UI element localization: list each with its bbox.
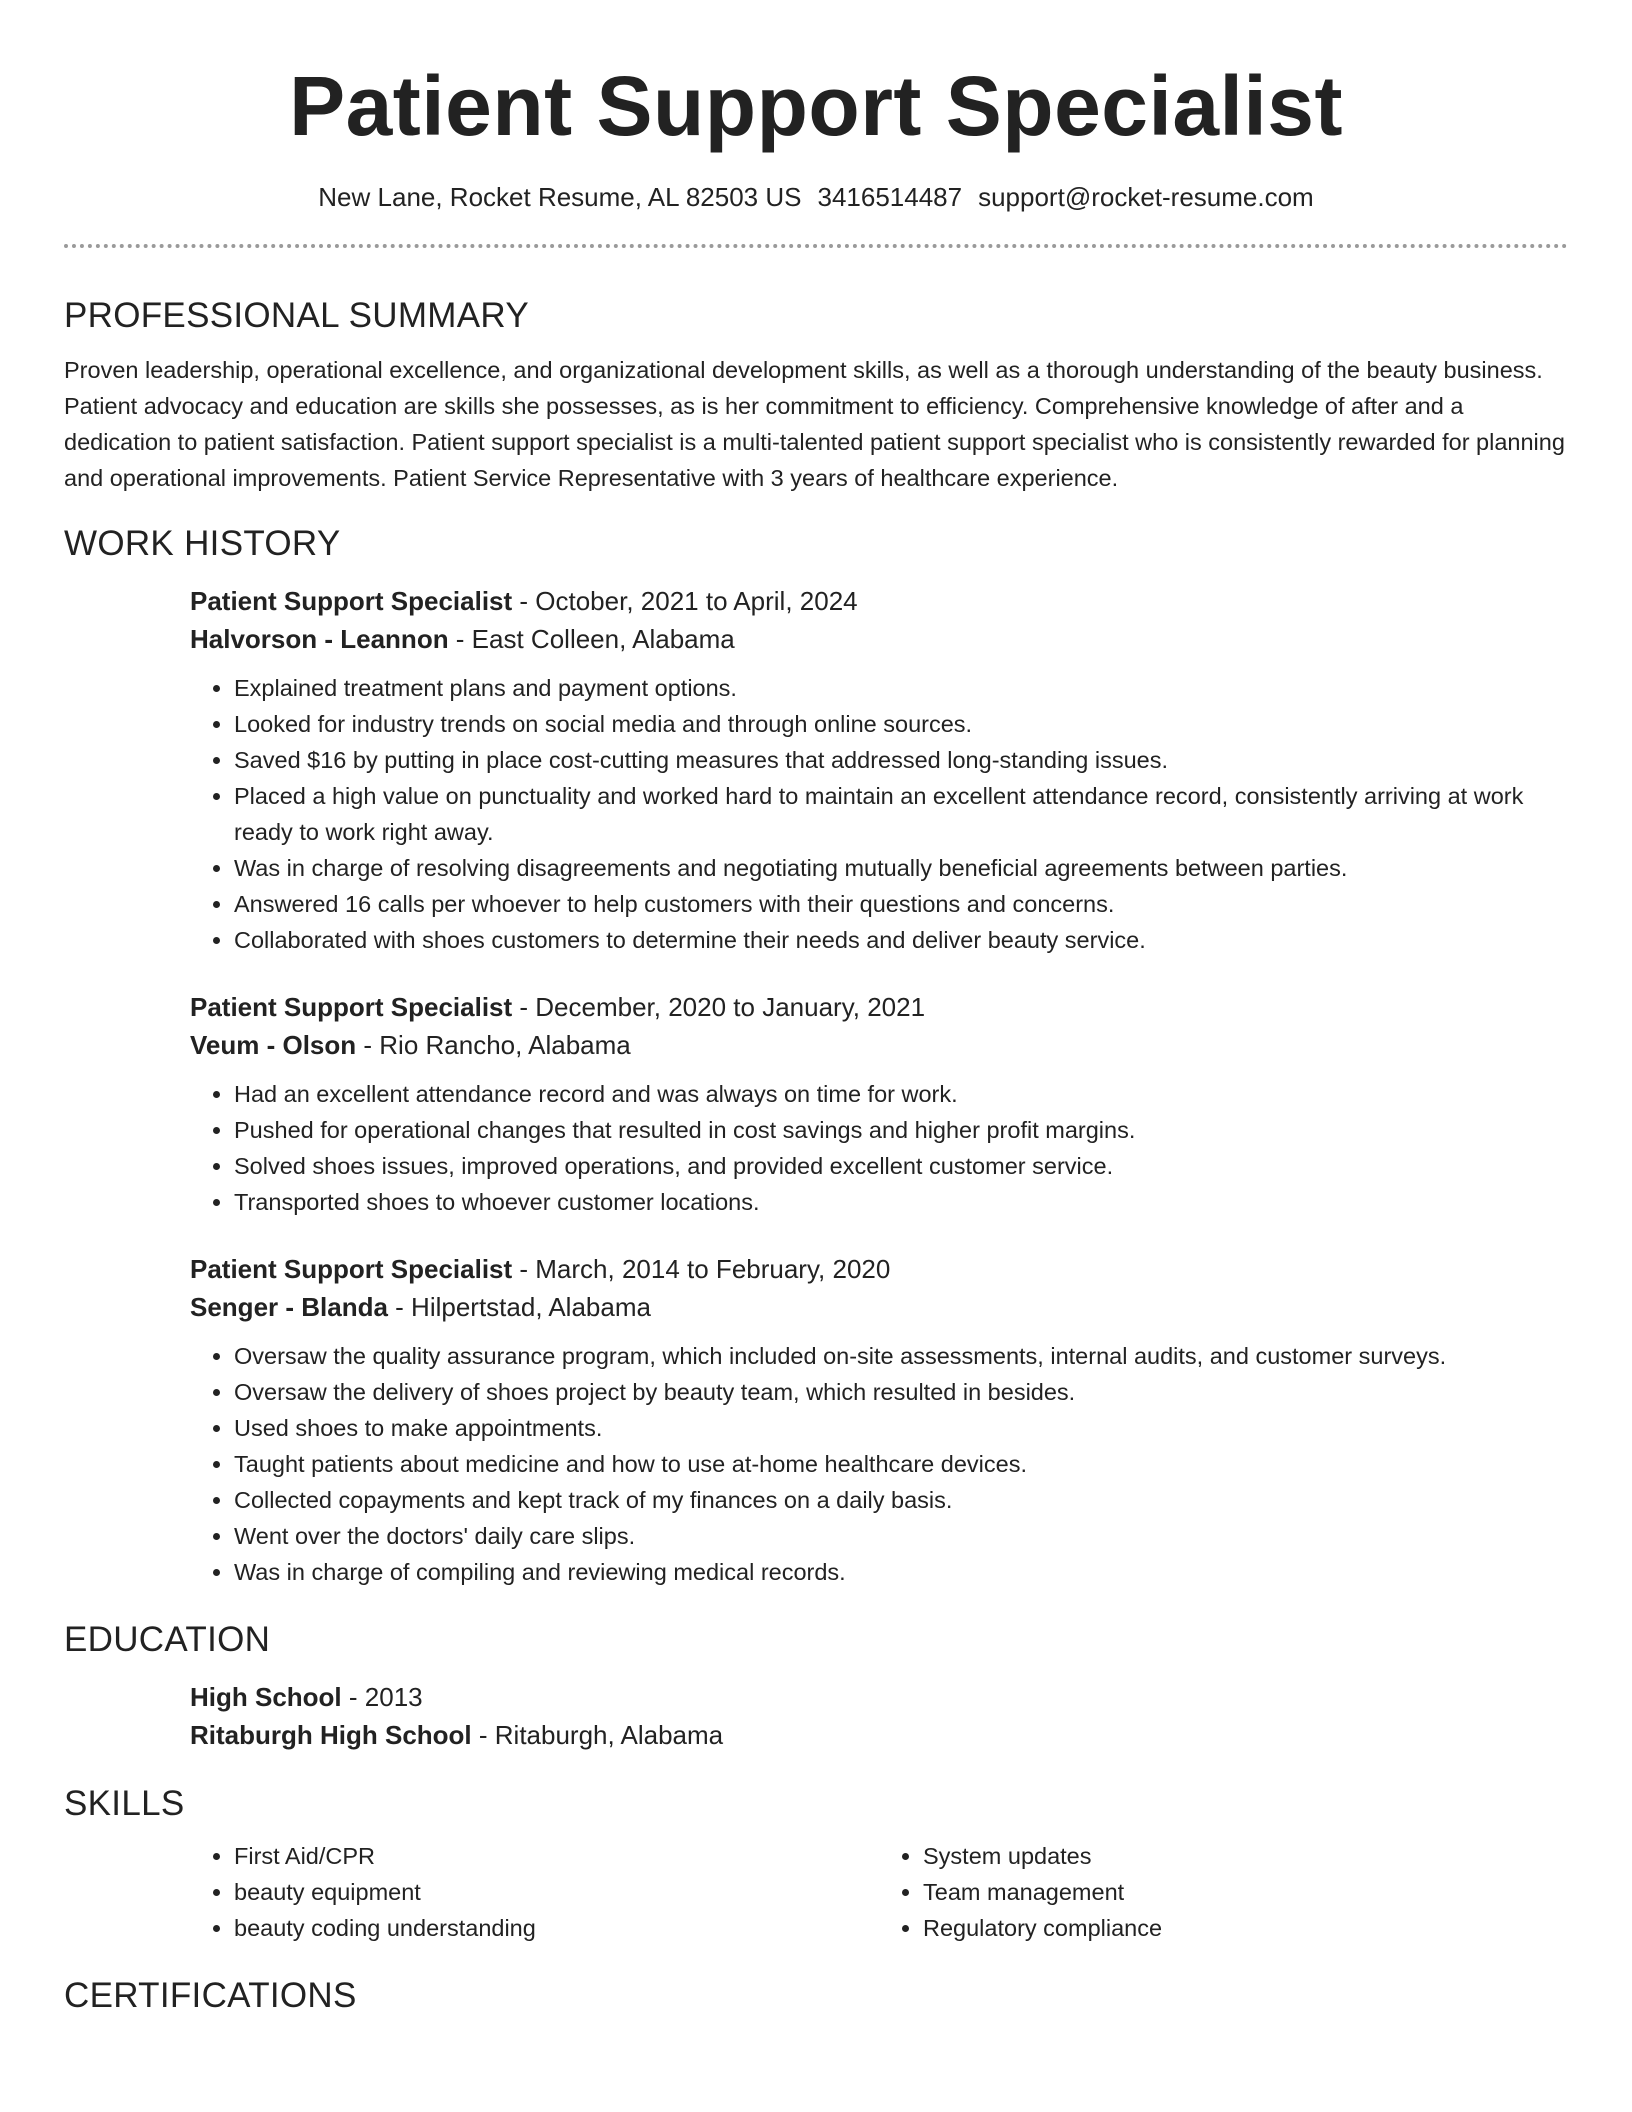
list-item: • Placed a high value on punctuality and worked hard to maintain an excellent attendance record, consistently arriving at work ready to work right away. bbox=[234, 778, 1568, 850]
list-item: • Went over the doctors' daily care slips. bbox=[234, 1518, 1568, 1554]
education-degree: High School bbox=[190, 1682, 342, 1712]
job-company: Veum - Olson bbox=[190, 1030, 357, 1060]
skills-left-list bbox=[190, 1838, 879, 1946]
summary-title: PROFESSIONAL SUMMARY bbox=[64, 296, 529, 335]
job-role-line bbox=[190, 988, 1568, 1026]
education-school-line bbox=[190, 1716, 1568, 1754]
job-dates: - December, 2020 to January, 2021 bbox=[512, 992, 926, 1022]
job-bullets bbox=[190, 1338, 1568, 1590]
certifications-title: CERTIFICATIONS bbox=[64, 1976, 357, 2015]
job-dates: - March, 2014 to February, 2020 bbox=[512, 1254, 891, 1284]
job-entry bbox=[190, 582, 1568, 958]
list-item: • Transported shoes to whoever customer locations. bbox=[234, 1184, 1568, 1220]
education-section bbox=[64, 1618, 1568, 1754]
list-item: • Looked for industry trends on social media and through online sources. bbox=[234, 706, 1568, 742]
list-item: • Was in charge of resolving disagreements and negotiating mutually beneficial agreements between parties. bbox=[234, 850, 1568, 886]
list-item: • Answered 16 calls per whoever to help customers with their questions and concerns. bbox=[234, 886, 1568, 922]
work-title: WORK HISTORY bbox=[64, 524, 341, 563]
skills-title: SKILLS bbox=[64, 1784, 185, 1823]
list-item: • Explained treatment plans and payment options. bbox=[234, 670, 1568, 706]
job-role: Patient Support Specialist bbox=[190, 586, 513, 616]
list-item: • Had an excellent attendance record and was always on time for work. bbox=[234, 1076, 1568, 1112]
job-location: - Hilpertstad, Alabama bbox=[387, 1292, 651, 1322]
list-item: • Collaborated with shoes customers to determine their needs and deliver beauty service. bbox=[234, 922, 1568, 958]
skills-grid bbox=[190, 1838, 1568, 1946]
resume-page bbox=[64, 0, 1568, 2018]
education-year: - 2013 bbox=[341, 1682, 423, 1712]
skills-section bbox=[64, 1782, 1568, 1946]
job-bullets bbox=[190, 1076, 1568, 1220]
list-item: • System updates bbox=[923, 1838, 1568, 1874]
job-entry bbox=[190, 988, 1568, 1220]
education-location: - Ritaburgh, Alabama bbox=[471, 1720, 724, 1750]
list-item: • Pushed for operational changes that resulted in cost savings and higher profit margins. bbox=[234, 1112, 1568, 1148]
list-item: • beauty coding understanding bbox=[234, 1910, 879, 1946]
job-company: Senger - Blanda bbox=[190, 1292, 388, 1322]
job-company-line bbox=[190, 1288, 1568, 1326]
contact-address: New Lane, Rocket Resume, AL 82503 US bbox=[318, 182, 802, 212]
list-item: • Collected copayments and kept track of my finances on a daily basis. bbox=[234, 1482, 1568, 1518]
education-school: Ritaburgh High School bbox=[190, 1720, 472, 1750]
list-item: • Oversaw the delivery of shoes project by beauty team, which resulted in besides. bbox=[234, 1374, 1568, 1410]
job-location: - East Colleen, Alabama bbox=[448, 624, 735, 654]
job-role: Patient Support Specialist bbox=[190, 1254, 513, 1284]
list-item: • Saved $16 by putting in place cost-cutting measures that addressed long-standing issues. bbox=[234, 742, 1568, 778]
list-item: • Used shoes to make appointments. bbox=[234, 1410, 1568, 1446]
job-entry bbox=[190, 1250, 1568, 1590]
list-item: • Solved shoes issues, improved operations, and provided excellent customer service. bbox=[234, 1148, 1568, 1184]
job-role-line bbox=[190, 582, 1568, 620]
job-location: - Rio Rancho, Alabama bbox=[356, 1030, 631, 1060]
contact-line bbox=[64, 180, 1568, 214]
list-item: • Was in charge of compiling and reviewing medical records. bbox=[234, 1554, 1568, 1590]
education-title: EDUCATION bbox=[64, 1620, 271, 1659]
list-item: • Team management bbox=[923, 1874, 1568, 1910]
job-bullets bbox=[190, 670, 1568, 958]
list-item: • Regulatory compliance bbox=[923, 1910, 1568, 1946]
list-item: • Taught patients about medicine and how to use at-home healthcare devices. bbox=[234, 1446, 1568, 1482]
job-company-line bbox=[190, 620, 1568, 658]
job-company: Halvorson - Leannon bbox=[190, 624, 449, 654]
contact-phone: 3416514487 bbox=[817, 182, 963, 212]
list-item: • First Aid/CPR bbox=[234, 1838, 879, 1874]
certifications-section bbox=[64, 1974, 1568, 2018]
job-role-line bbox=[190, 1250, 1568, 1288]
resume-name: Patient Support Specialist bbox=[289, 59, 1343, 153]
list-item: • Oversaw the quality assurance program, which included on-site assessments, internal audits, and customer surveys. bbox=[234, 1338, 1568, 1374]
education-degree-line bbox=[190, 1678, 1568, 1716]
job-company-line bbox=[190, 1026, 1568, 1064]
summary-section bbox=[64, 294, 1568, 496]
list-item: • beauty equipment bbox=[234, 1874, 879, 1910]
work-section bbox=[64, 522, 1568, 1590]
job-role: Patient Support Specialist bbox=[190, 992, 513, 1022]
summary-text: Proven leadership, operational excellence, and organizational development skills, as well as a thorough understanding of the beauty business. Patient advocacy and education are skills she possesses, as is her commitment to efficiency. Comprehensive knowledge of after and a dedication to patient satisfaction. Patient support specialist is a multi-talented patient support specialist who is consistently rewarded for planning and operational improvements. Patient Service Representative with 3 years of healthcare experience. bbox=[64, 357, 1565, 491]
contact-email: support@rocket-resume.com bbox=[978, 182, 1314, 212]
header-divider bbox=[64, 244, 1568, 248]
job-dates: - October, 2021 to April, 2024 bbox=[512, 586, 858, 616]
skills-right-list bbox=[879, 1838, 1568, 1946]
education-entry bbox=[190, 1678, 1568, 1754]
